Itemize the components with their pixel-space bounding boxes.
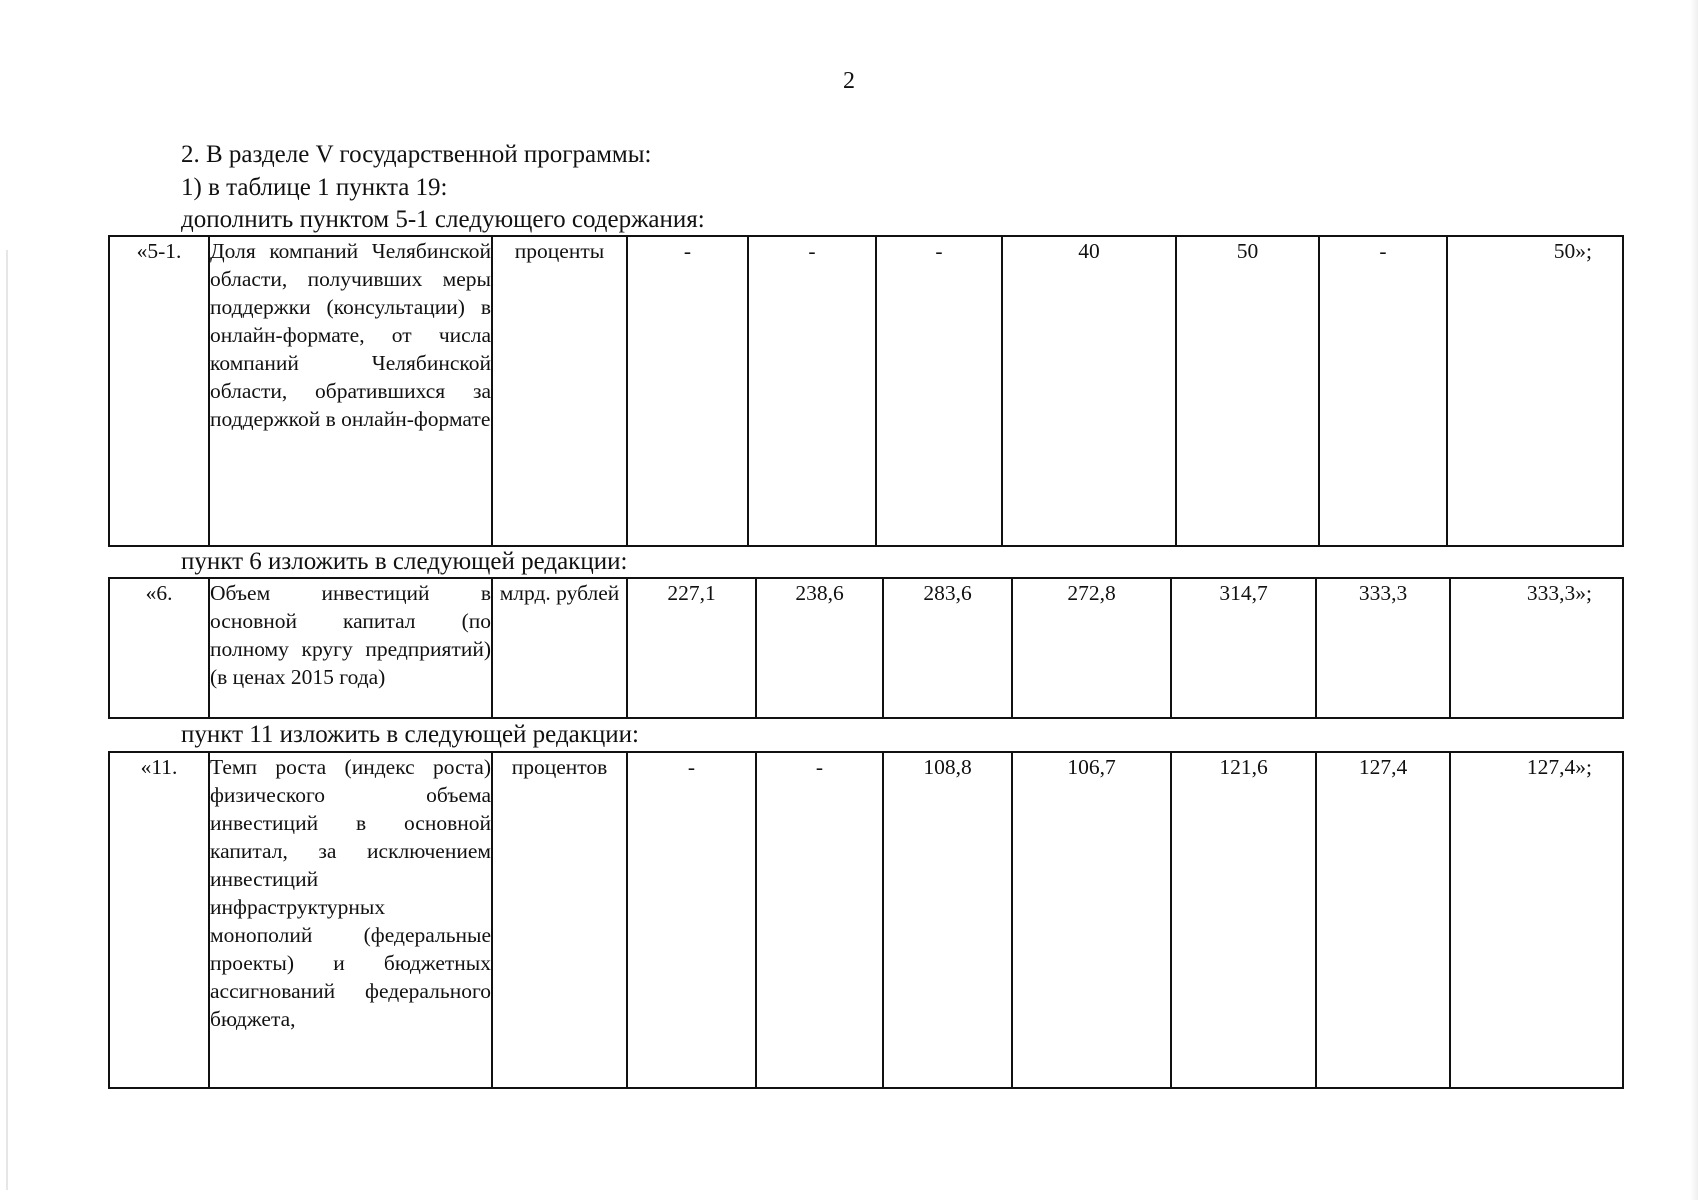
value-cell: 314,7: [1171, 578, 1316, 718]
value-cell: 40: [1002, 236, 1176, 546]
value-cell: 333,3: [1316, 578, 1450, 718]
value-cell: 283,6: [883, 578, 1012, 718]
value-cell: 121,6: [1171, 752, 1316, 1088]
scan-edge-right: [1690, 0, 1698, 1200]
section-intro-line: 2. В разделе V государственной программы:: [181, 141, 652, 168]
table-item-6: [108, 577, 1624, 719]
table-row: [109, 578, 1623, 718]
table-row: [109, 752, 1623, 1088]
table-item-5-1: [108, 235, 1624, 547]
value-cell: 50: [1176, 236, 1319, 546]
value-cell: -: [627, 236, 748, 546]
add-item-line: дополнить пунктом 5-1 следующего содержания:: [181, 206, 705, 233]
edit-item-6-line: пункт 6 изложить в следующей редакции:: [181, 548, 628, 575]
unit-of-measure: млрд. рублей: [492, 578, 627, 718]
table-item-11: [108, 751, 1624, 1089]
item-number: «6.: [109, 578, 209, 718]
value-cell: 127,4»;: [1450, 752, 1623, 1088]
value-cell: -: [756, 752, 883, 1088]
item-number: «11.: [109, 752, 209, 1088]
scan-edge-left: [6, 250, 8, 1190]
page-number: 2: [843, 68, 855, 94]
edit-item-11-line: пункт 11 изложить в следующей редакции:: [181, 721, 639, 748]
value-cell: -: [748, 236, 876, 546]
value-cell: 227,1: [627, 578, 756, 718]
item-number: «5-1.: [109, 236, 209, 546]
value-cell: 106,7: [1012, 752, 1171, 1088]
value-cell: 333,3»;: [1450, 578, 1623, 718]
value-cell: 108,8: [883, 752, 1012, 1088]
indicator-description: Доля компаний Челябинской области, получивших меры поддержки (консультации) в онлайн-формате, от числа компаний Челябинской области, обратившихся за поддержкой в онлайн-формате: [209, 236, 492, 546]
value-cell: -: [1319, 236, 1447, 546]
value-cell: 272,8: [1012, 578, 1171, 718]
unit-of-measure: процентов: [492, 752, 627, 1088]
table-row: [109, 236, 1623, 546]
unit-of-measure: проценты: [492, 236, 627, 546]
table-reference-line: 1) в таблице 1 пункта 19:: [181, 174, 448, 201]
indicator-description: Объем инвестиций в основной капитал (по полному кругу предприятий) (в ценах 2015 года): [209, 578, 492, 718]
indicator-description: Темп роста (индекс роста) физического объема инвестиций в основной капитал, за исключением инвестиций инфраструктурных монополий (федеральные проекты) и бюджетных ассигнований федерального бюджета,: [209, 752, 492, 1088]
value-cell: -: [876, 236, 1002, 546]
value-cell: -: [627, 752, 756, 1088]
value-cell: 50»;: [1447, 236, 1623, 546]
value-cell: 238,6: [756, 578, 883, 718]
value-cell: 127,4: [1316, 752, 1450, 1088]
